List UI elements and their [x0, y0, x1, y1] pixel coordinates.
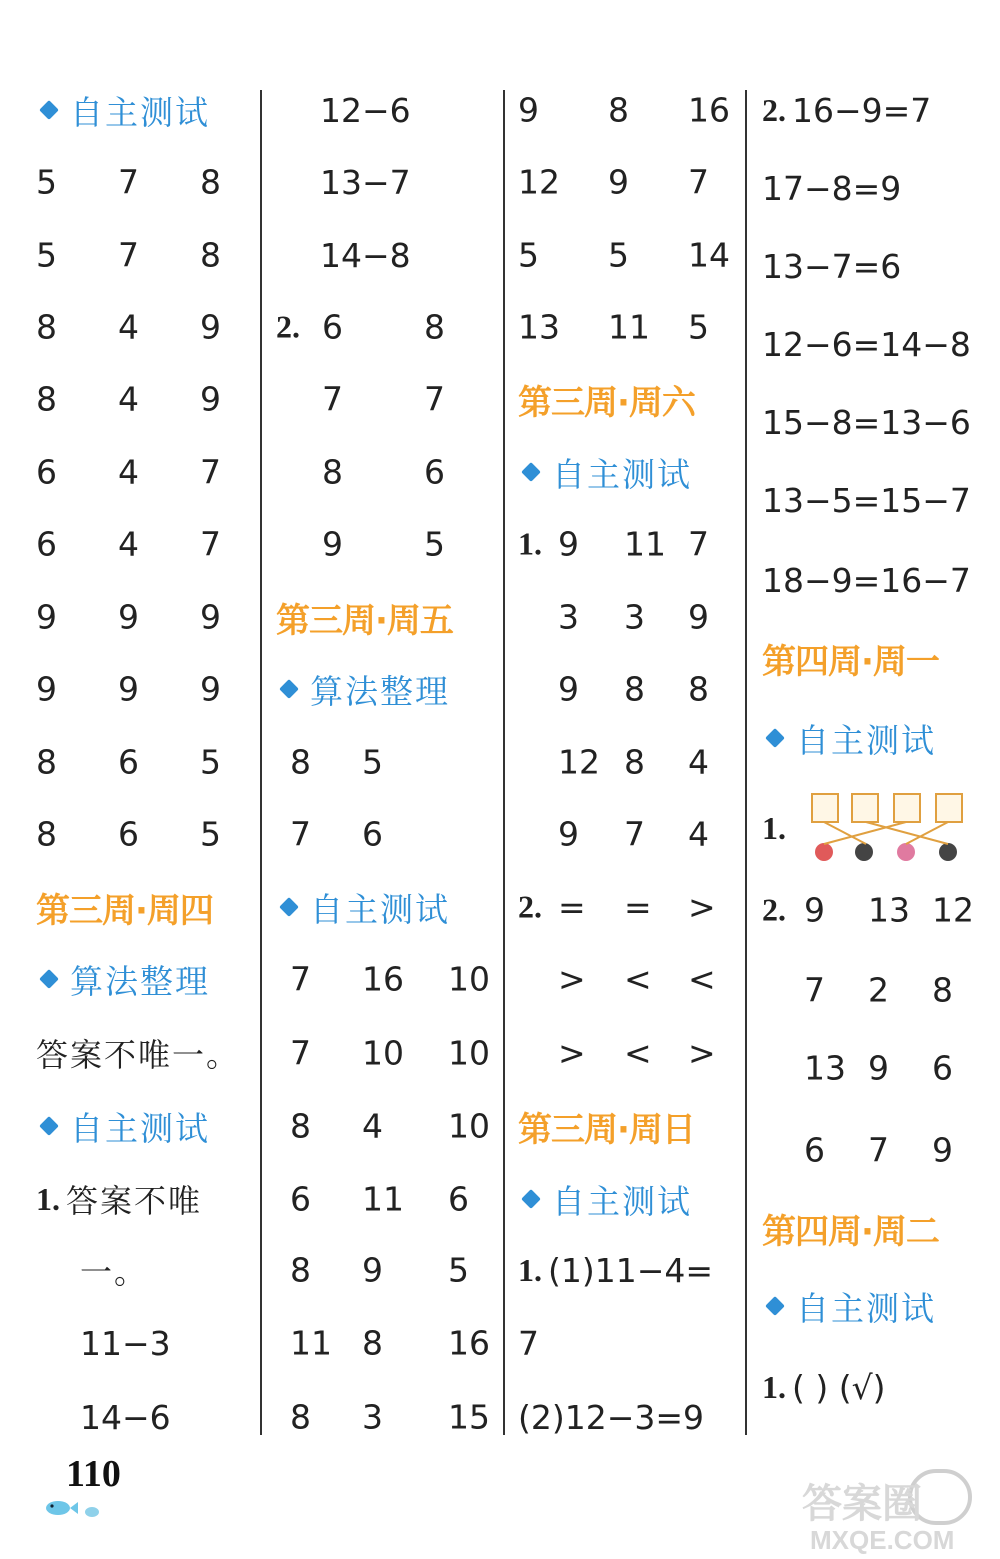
answer-value: 5: [36, 162, 57, 202]
answer-value: 9: [36, 597, 57, 637]
answer-row: [762, 1120, 992, 1180]
answer-column-4: [762, 80, 992, 1440]
answer-value: 7: [118, 162, 139, 202]
answer-value: 8: [290, 1397, 311, 1437]
answer-column-3: [518, 80, 740, 1440]
answer-value: 8: [322, 452, 343, 492]
answer-value: 5: [362, 742, 383, 782]
answer-value: 13: [868, 890, 910, 930]
answer-row: [36, 514, 256, 574]
answer-line: [762, 158, 901, 218]
answer-row: [518, 297, 740, 357]
answer-value: 6: [448, 1179, 469, 1219]
answer-value: 7: [118, 235, 139, 275]
answer-row: [276, 1096, 501, 1156]
answer-value: 9: [322, 524, 343, 564]
subsection-heading: [36, 1096, 210, 1156]
answer-value: 4: [118, 379, 139, 419]
watermark-url: MXQE.COM: [810, 1525, 955, 1555]
section-heading-text: 第三周·周六: [518, 382, 695, 423]
answer-text: 13−7: [320, 162, 411, 202]
diamond-bullet-icon: [279, 897, 299, 917]
answer-value: 6: [804, 1130, 825, 1170]
section-heading: [36, 877, 213, 937]
answer-value: 9: [200, 379, 221, 419]
answer-row: [518, 804, 740, 864]
answer-row: [276, 514, 501, 574]
answer-row: [36, 659, 256, 719]
answer-value: >: [558, 1033, 586, 1073]
subsection-heading-text: 自主测试: [552, 454, 692, 494]
answer-value: 8: [290, 1250, 311, 1290]
answer-value: 8: [362, 1323, 383, 1363]
answer-value: =: [558, 887, 586, 927]
section-heading: [518, 369, 695, 429]
subsection-heading-text: 自主测试: [796, 1288, 936, 1328]
answer-row: [276, 1023, 501, 1083]
answer-value: 2: [868, 970, 889, 1010]
answer-text: ( ) (√): [792, 1367, 886, 1407]
section-heading: [762, 1198, 939, 1258]
answer-value: 3: [362, 1397, 383, 1437]
answer-value: 7: [624, 814, 645, 854]
section-heading: [518, 1096, 695, 1156]
section-heading-text: 第四周·周一: [762, 641, 939, 682]
answer-value: 6: [118, 742, 139, 782]
answer-value: 9: [362, 1250, 383, 1290]
answer-value: 5: [424, 524, 445, 564]
answer-text: 15−8=13−6: [762, 402, 971, 442]
answer-value: 6: [290, 1179, 311, 1219]
answer-row: [518, 225, 740, 285]
column-divider: [503, 90, 505, 1435]
answer-row: [36, 152, 256, 212]
question-number: 2.: [276, 308, 300, 345]
answer-line: [80, 1387, 171, 1447]
answer-text: 13−7=6: [762, 246, 902, 286]
answer-value: >: [688, 1033, 716, 1073]
answer-value: 12: [932, 890, 974, 930]
answer-value: 8: [36, 307, 57, 347]
answer-value: 10: [448, 959, 490, 999]
answer-value: 7: [290, 1033, 311, 1073]
answer-value: 9: [200, 307, 221, 347]
answer-value: 8: [290, 742, 311, 782]
question-number: 1.: [518, 525, 542, 562]
subsection-heading: [36, 80, 210, 140]
answer-value: 6: [36, 524, 57, 564]
answer-value: 9: [518, 90, 539, 130]
subsection-heading-text: 自主测试: [552, 1181, 692, 1221]
answer-line: [36, 1023, 240, 1083]
answer-line: [518, 1387, 704, 1447]
question-number: 1.: [518, 1251, 542, 1288]
answer-value: 7: [804, 970, 825, 1010]
subsection-heading-text: 算法整理: [310, 671, 450, 711]
answer-value: 6: [36, 452, 57, 492]
answer-value: 8: [424, 307, 445, 347]
answer-value: 8: [932, 970, 953, 1010]
fish-icon: [42, 1492, 112, 1522]
answer-value: <: [624, 1033, 652, 1073]
answer-value: 7: [688, 524, 709, 564]
answer-line: [762, 550, 971, 610]
answer-value: 7: [290, 959, 311, 999]
answer-value: 7: [200, 524, 221, 564]
answer-value: 9: [118, 669, 139, 709]
answer-value: 5: [36, 235, 57, 275]
answer-column-2: [276, 80, 501, 1440]
answer-value: 6: [322, 307, 343, 347]
answer-value: 9: [36, 669, 57, 709]
answer-value: 11: [290, 1323, 332, 1363]
answer-value: 8: [36, 379, 57, 419]
section-heading: [276, 587, 453, 647]
answer-value: =: [624, 887, 652, 927]
answer-row: [36, 587, 256, 647]
child-figure: [855, 843, 873, 861]
answer-text: 11−3: [80, 1323, 171, 1363]
answer-row: [518, 1023, 740, 1083]
picture-card: [894, 794, 920, 822]
column-divider: [745, 90, 747, 1435]
section-heading-text: 第四周·周二: [762, 1211, 939, 1252]
answer-value: 6: [424, 452, 445, 492]
answer-column-1: [36, 80, 256, 1440]
matching-answer: [762, 788, 792, 868]
picture-card: [812, 794, 838, 822]
subsection-heading: [762, 708, 936, 768]
answer-row: [276, 1240, 501, 1300]
answer-value: 5: [200, 742, 221, 782]
answer-value: 4: [362, 1106, 383, 1146]
answer-value: 16: [362, 959, 404, 999]
match-line: [824, 822, 906, 844]
subsection-heading: [36, 949, 210, 1009]
answer-row: [36, 804, 256, 864]
answer-line: [320, 152, 411, 212]
answer-row: [276, 1387, 501, 1447]
answer-row: [276, 732, 501, 792]
match-line: [824, 822, 866, 844]
answer-value: 9: [200, 669, 221, 709]
answer-text: 12−6: [320, 90, 411, 130]
answer-line: [36, 1169, 202, 1229]
answer-row: [276, 369, 501, 429]
answer-value: 10: [362, 1033, 404, 1073]
question-number: 1.: [36, 1180, 60, 1217]
question-number: 1.: [762, 809, 786, 846]
answer-row: [762, 1038, 992, 1098]
page-number: 110: [66, 1453, 121, 1495]
answer-value: 4: [688, 742, 709, 782]
answer-value: 4: [118, 307, 139, 347]
answer-row: [518, 949, 740, 1009]
answer-line: [518, 1240, 713, 1300]
subsection-heading: [276, 877, 450, 937]
answer-text: 17−8=9: [762, 168, 902, 208]
subsection-heading-text: 算法整理: [70, 961, 210, 1001]
answer-value: 3: [624, 597, 645, 637]
answer-row: [518, 80, 740, 140]
answer-value: 8: [624, 742, 645, 782]
question-number: 2.: [518, 888, 542, 925]
answer-value: 12: [518, 162, 560, 202]
question-number: 1.: [762, 1368, 786, 1405]
answer-value: 15: [448, 1397, 490, 1437]
answer-value: 8: [200, 162, 221, 202]
answer-row: [36, 442, 256, 502]
answer-row: [276, 804, 501, 864]
answer-line: [320, 80, 411, 140]
answer-text: (2)12−3=9: [518, 1397, 705, 1437]
subsection-heading-text: 自主测试: [70, 92, 210, 132]
answer-value: >: [688, 887, 716, 927]
watermark-logo: [792, 1467, 992, 1555]
answer-value: 8: [36, 814, 57, 854]
answer-value: 14: [688, 235, 730, 275]
answer-value: 9: [608, 162, 629, 202]
answer-row: [518, 877, 740, 937]
diamond-bullet-icon: [521, 1189, 541, 1209]
match-line: [866, 822, 948, 844]
answer-text: 18−9=16−7: [762, 560, 971, 600]
answer-value: 16: [448, 1323, 490, 1363]
answer-text: 12−6=14−8: [762, 324, 971, 364]
picture-card: [852, 794, 878, 822]
answer-value: 11: [624, 524, 666, 564]
answer-value: 7: [322, 379, 343, 419]
answer-value: 5: [518, 235, 539, 275]
answer-value: 5: [448, 1250, 469, 1290]
answer-value: 6: [118, 814, 139, 854]
match-line: [906, 822, 948, 844]
answer-line: [762, 1357, 886, 1417]
subsection-heading-text: 自主测试: [796, 720, 936, 760]
answer-row: [276, 1169, 501, 1229]
answer-value: 8: [608, 90, 629, 130]
section-heading-text: 第三周·周四: [36, 890, 213, 931]
answer-row: [276, 297, 501, 357]
answer-value: 9: [688, 597, 709, 637]
answer-value: 6: [362, 814, 383, 854]
answer-value: 5: [608, 235, 629, 275]
subsection-heading-text: 自主测试: [70, 1108, 210, 1148]
diamond-bullet-icon: [765, 728, 785, 748]
answer-line: [762, 80, 931, 140]
answer-row: [276, 949, 501, 1009]
answer-line: [518, 1313, 539, 1373]
question-number: 2.: [762, 891, 786, 928]
answer-text: 13−5=15−7: [762, 480, 971, 520]
matching-figure: [802, 788, 972, 868]
answer-value: 9: [932, 1130, 953, 1170]
answer-row: [518, 732, 740, 792]
answer-value: 7: [290, 814, 311, 854]
answer-text: 答案不唯: [66, 1182, 203, 1220]
answer-value: 9: [868, 1048, 889, 1088]
column-divider: [260, 90, 262, 1435]
section-heading-text: 第三周·周日: [518, 1109, 695, 1150]
diamond-bullet-icon: [39, 1116, 59, 1136]
child-figure: [939, 843, 957, 861]
answer-value: 8: [36, 742, 57, 782]
answer-value: 9: [804, 890, 825, 930]
answer-value: 10: [448, 1106, 490, 1146]
answer-line: [762, 392, 971, 452]
answer-value: 9: [558, 524, 579, 564]
section-heading-text: 第三周·周五: [276, 600, 453, 641]
subsection-heading-text: 自主测试: [310, 889, 450, 929]
answer-row: [762, 880, 992, 940]
child-figure: [815, 843, 833, 861]
answer-text: 一。: [80, 1253, 149, 1291]
answer-value: 5: [200, 814, 221, 854]
subsection-heading: [518, 1169, 692, 1229]
answer-text: 16−9=7: [792, 90, 932, 130]
answer-value: 8: [688, 669, 709, 709]
answer-value: 9: [200, 597, 221, 637]
answer-text: 7: [518, 1323, 539, 1363]
answer-line: [80, 1313, 171, 1373]
answer-row: [762, 960, 992, 1020]
answer-text: 14−8: [320, 235, 411, 275]
answer-row: [276, 442, 501, 502]
answer-value: >: [558, 959, 586, 999]
answer-row: [518, 152, 740, 212]
answer-value: 4: [688, 814, 709, 854]
answer-text: 14−6: [80, 1397, 171, 1437]
answer-value: 11: [608, 307, 650, 347]
answer-row: [276, 1313, 501, 1373]
answer-value: 7: [424, 379, 445, 419]
answer-row: [36, 297, 256, 357]
answer-value: 11: [362, 1179, 404, 1219]
answer-text: 答案不唯一。: [36, 1036, 241, 1074]
diamond-bullet-icon: [39, 969, 59, 989]
answer-value: 8: [624, 669, 645, 709]
answer-value: 13: [518, 307, 560, 347]
answer-value: 16: [688, 90, 730, 130]
answer-value: 9: [118, 597, 139, 637]
answer-value: 4: [118, 452, 139, 492]
answer-value: 12: [558, 742, 600, 782]
answer-value: 9: [558, 814, 579, 854]
answer-row: [36, 732, 256, 792]
answer-text: (1)11−4=: [548, 1250, 714, 1290]
answer-value: 7: [200, 452, 221, 492]
diamond-bullet-icon: [39, 100, 59, 120]
answer-value: 4: [118, 524, 139, 564]
answer-value: 5: [688, 307, 709, 347]
child-figure: [897, 843, 915, 861]
answer-value: 7: [868, 1130, 889, 1170]
answer-row: [518, 659, 740, 719]
answer-line: [80, 1240, 148, 1300]
answer-row: [36, 369, 256, 429]
answer-line: [762, 470, 971, 530]
answer-line: [320, 225, 411, 285]
answer-line: [762, 236, 901, 296]
diamond-bullet-icon: [765, 1296, 785, 1316]
section-heading: [762, 628, 939, 688]
answer-value: 9: [558, 669, 579, 709]
answer-value: <: [624, 959, 652, 999]
answer-row: [36, 225, 256, 285]
watermark-text: 答案圈: [802, 1481, 922, 1527]
answer-line: [762, 314, 971, 374]
subsection-heading: [276, 659, 450, 719]
answer-value: 8: [200, 235, 221, 275]
answer-value: 7: [688, 162, 709, 202]
answer-value: <: [688, 959, 716, 999]
subsection-heading: [762, 1276, 936, 1336]
answer-row: [518, 587, 740, 647]
answer-value: 3: [558, 597, 579, 637]
subsection-heading: [518, 442, 692, 502]
answer-value: 10: [448, 1033, 490, 1073]
picture-card: [936, 794, 962, 822]
answer-value: 6: [932, 1048, 953, 1088]
answer-value: 13: [804, 1048, 846, 1088]
diamond-bullet-icon: [521, 462, 541, 482]
question-number: 2.: [762, 91, 786, 128]
answer-value: 8: [290, 1106, 311, 1146]
answer-row: [518, 514, 740, 574]
diamond-bullet-icon: [279, 679, 299, 699]
